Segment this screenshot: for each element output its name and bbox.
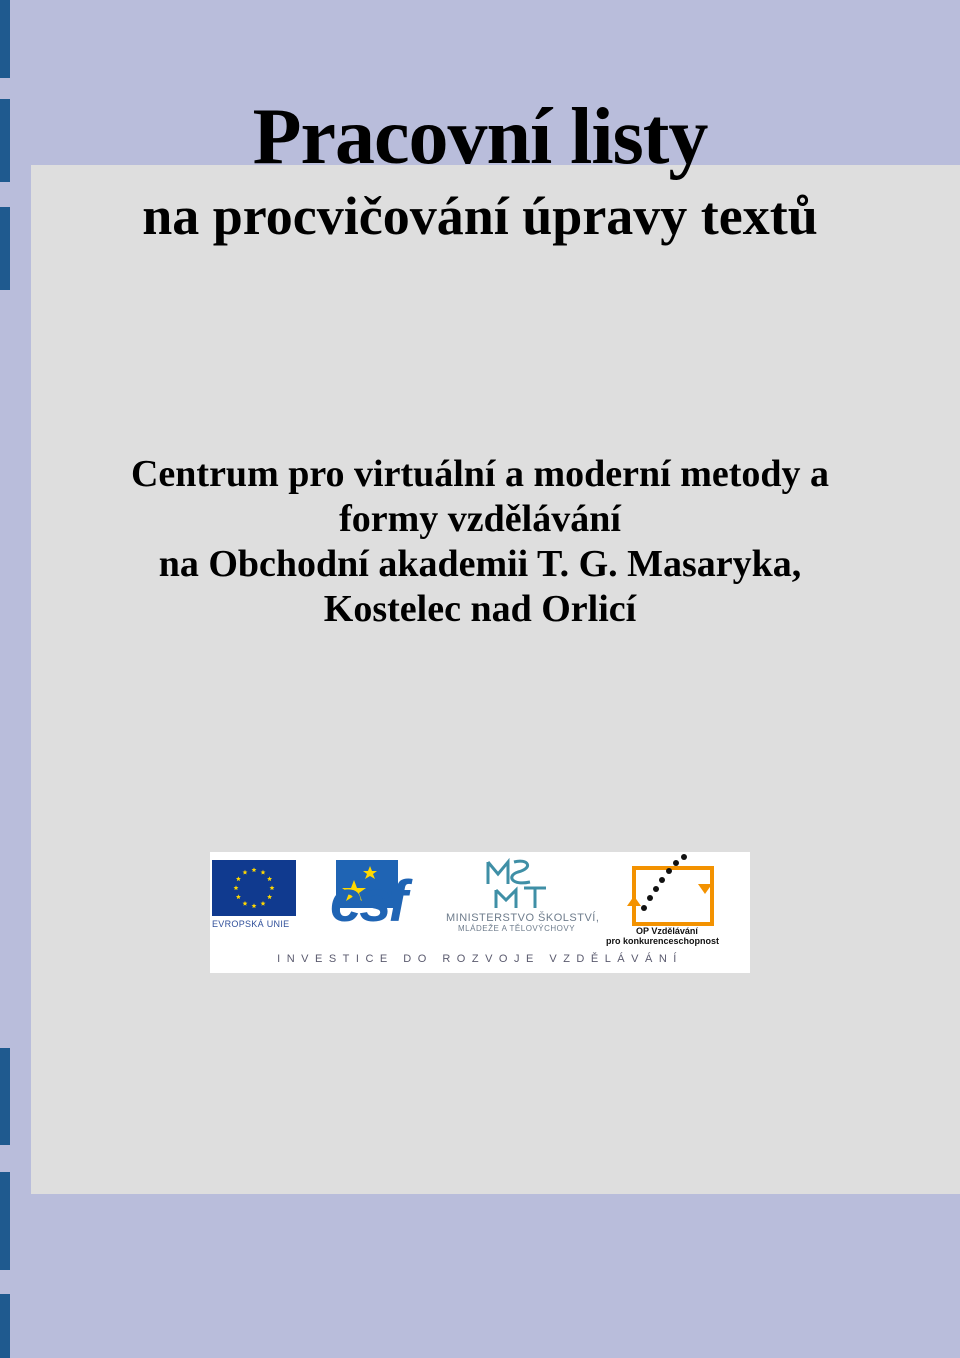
edge-bar	[0, 1048, 10, 1145]
edge-bar	[0, 1294, 10, 1358]
msmt-logo-icon	[484, 858, 564, 910]
page-subtitle: na procvičování úpravy textů	[142, 186, 818, 246]
organization-block	[0, 452, 960, 632]
eu-label: EVROPSKÁ UNIE	[212, 919, 290, 929]
page-title: Pracovní listy	[252, 93, 708, 181]
op-vzdelavani-logo-icon	[626, 854, 722, 930]
msmt-label-line1: MINISTERSTVO ŠKOLSTVÍ,	[446, 912, 600, 924]
edge-bar	[0, 0, 10, 78]
organization-line: formy vzdělávání	[339, 498, 621, 540]
cover-panel	[31, 165, 960, 1194]
organization-line: na Obchodní akademii T. G. Masaryka,	[158, 543, 802, 585]
eu-flag-icon	[212, 860, 296, 916]
organization-line: Kostelec nad Orlicí	[323, 588, 637, 630]
op-label-line2: pro konkurenceschopnost	[606, 936, 720, 946]
msmt-label-line2: MLÁDEŽE A TĚLOVÝCHOVY	[458, 924, 576, 933]
funding-logos-strip	[210, 852, 750, 973]
esf-label: esf	[330, 869, 405, 934]
organization-line: Centrum pro virtuální a moderní metody a	[130, 453, 830, 495]
op-label-line1: OP Vzdělávání	[636, 926, 698, 936]
edge-bar	[0, 1172, 10, 1270]
investice-tagline: INVESTICE DO ROZVOJE VZDĚLÁVÁNÍ	[277, 953, 683, 965]
